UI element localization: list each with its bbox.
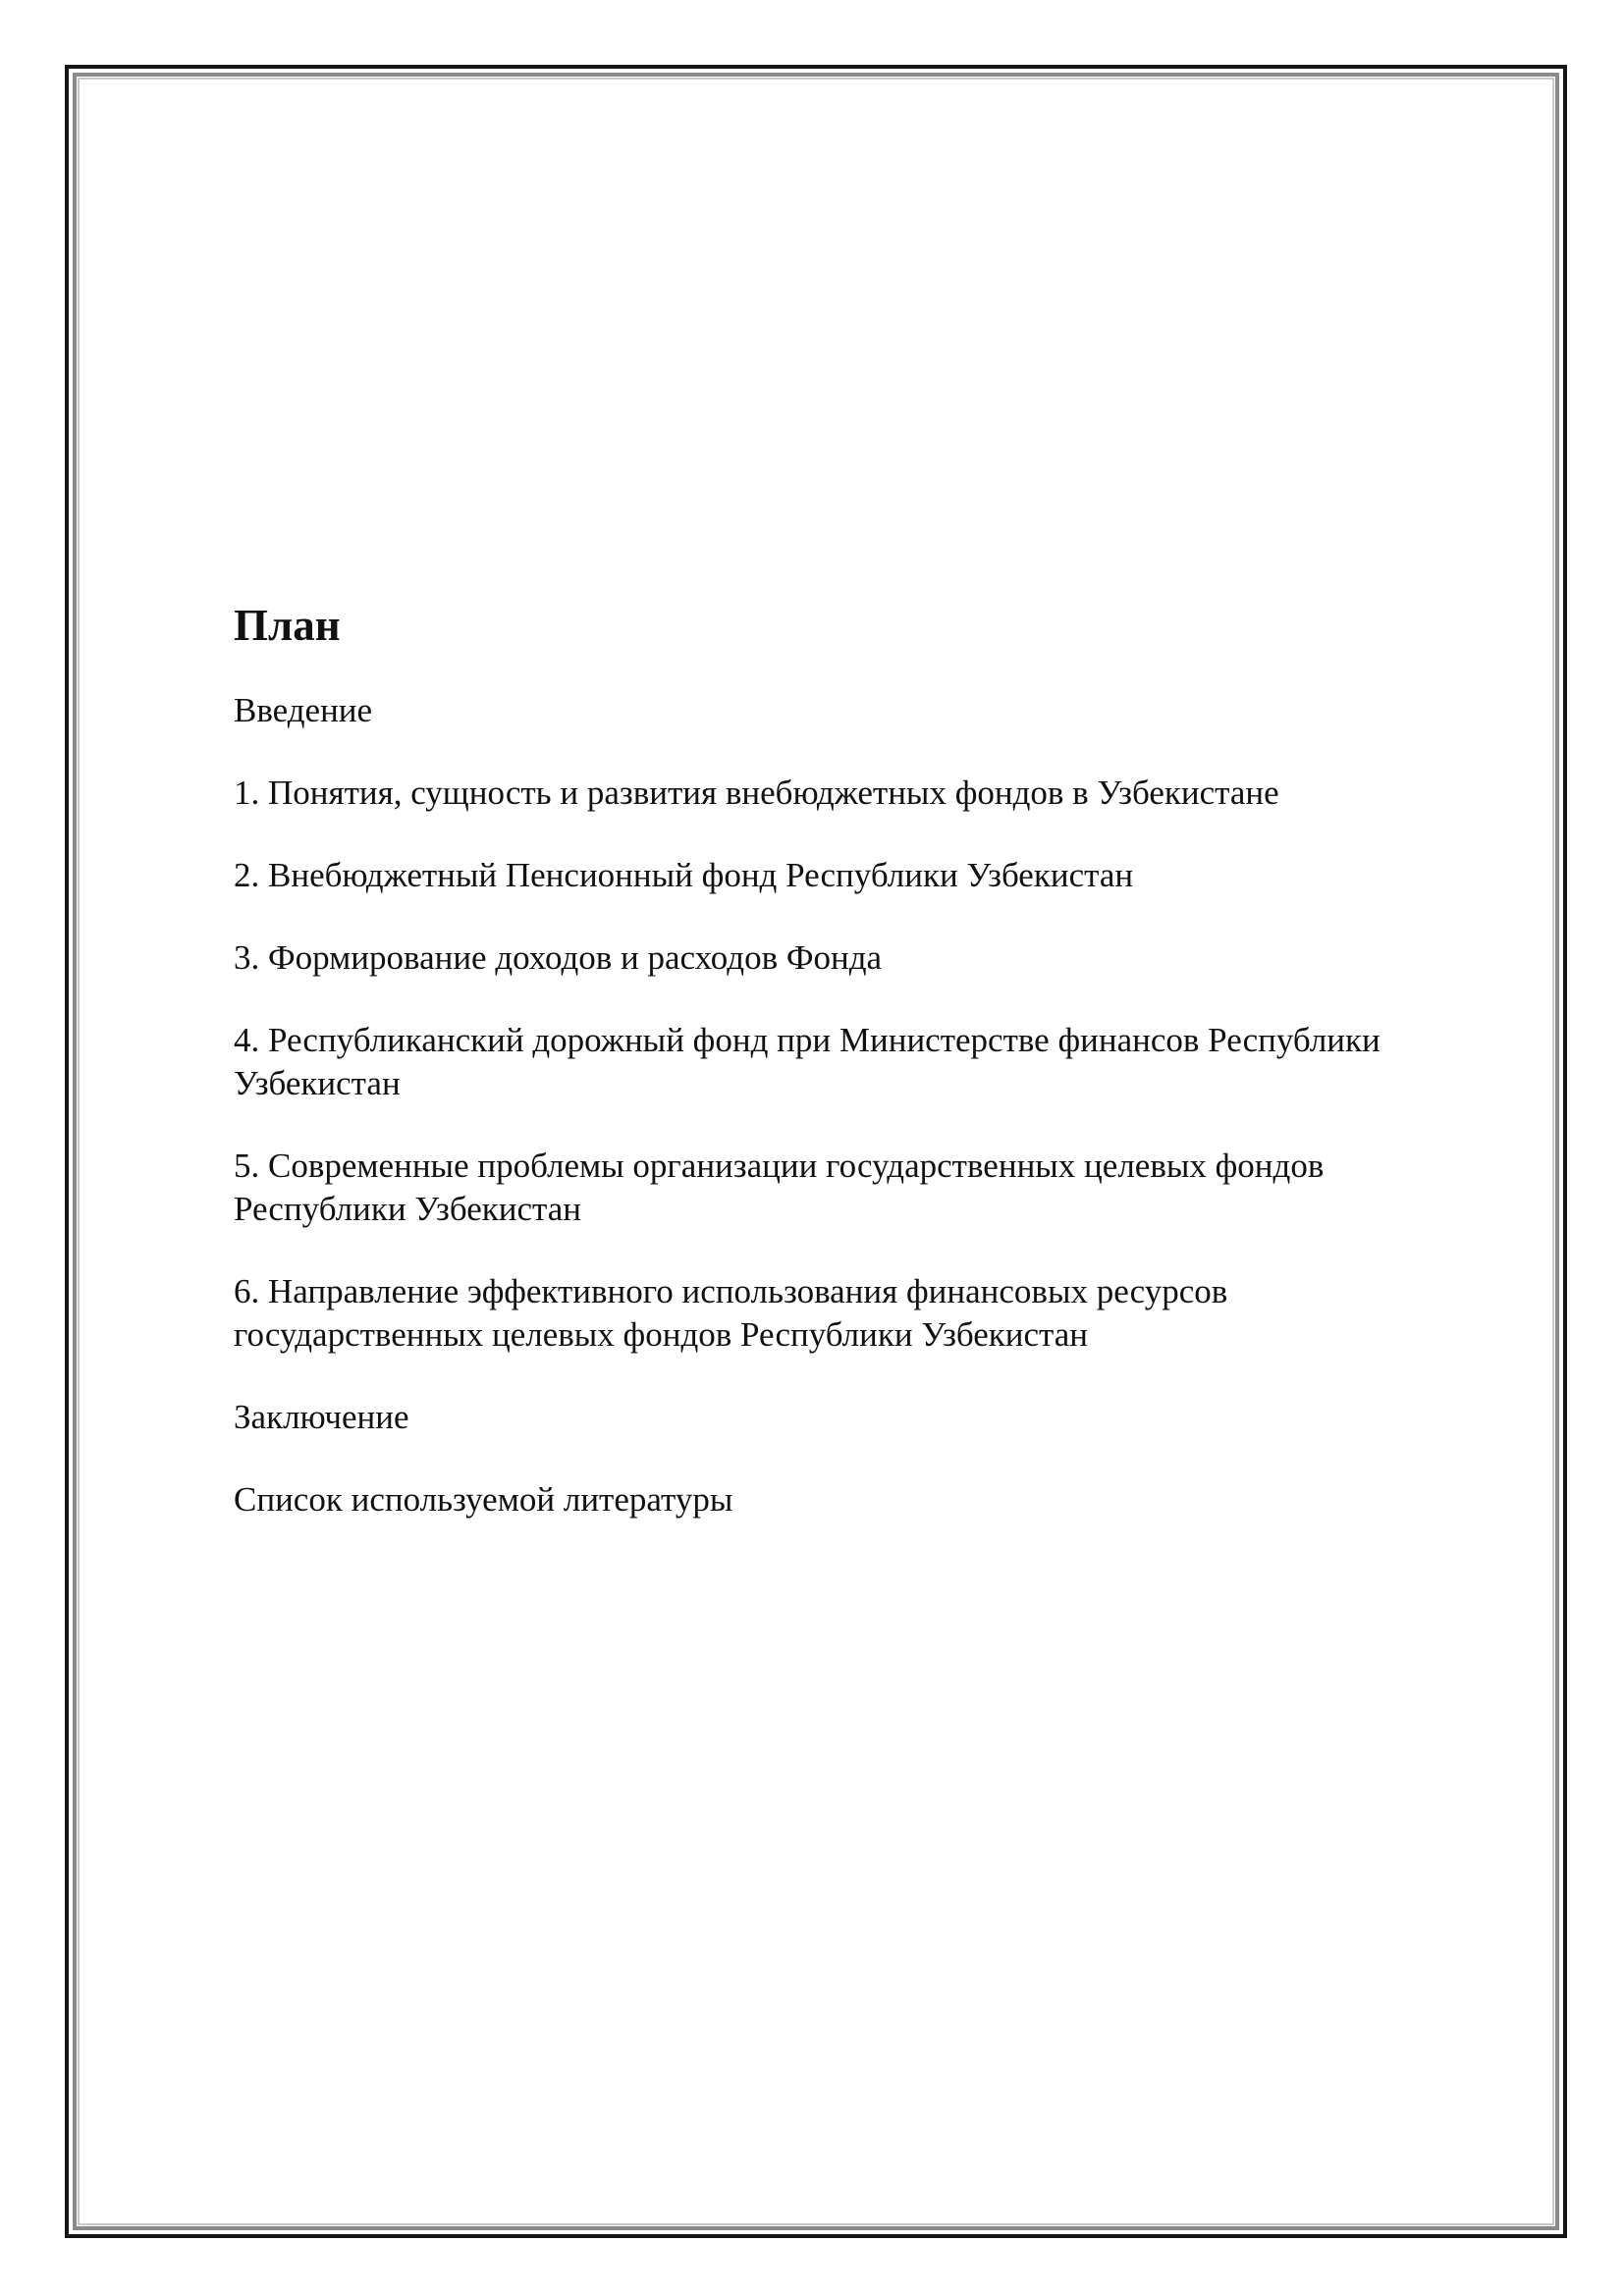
plan-content [234, 599, 1481, 1561]
plan-item-introduction: Введение [234, 691, 373, 729]
plan-item-5: 5. Современные проблемы организации государственных целевых фондов Республики Узбекистан [234, 1147, 1325, 1228]
plan-item-references: Список используемой литературы [234, 1480, 733, 1519]
plan-item-4: 4. Республиканский дорожный фонд при Министерстве финансов Республики Узбекистан [234, 1021, 1380, 1102]
plan-item-1: 1. Понятия, сущность и развития внебюджетных фондов в Узбекистане [234, 774, 1279, 812]
plan-item-2: 2. Внебюджетный Пенсионный фонд Республики Узбекистан [234, 856, 1134, 894]
plan-title: План [234, 601, 341, 650]
plan-item-6: 6. Направление эффективного использования финансовых ресурсов государственных целевых фондов Республики Узбекистан [234, 1272, 1228, 1354]
plan-item-conclusion: Заключение [234, 1398, 409, 1436]
plan-item-3: 3. Формирование доходов и расходов Фонда [234, 938, 883, 977]
